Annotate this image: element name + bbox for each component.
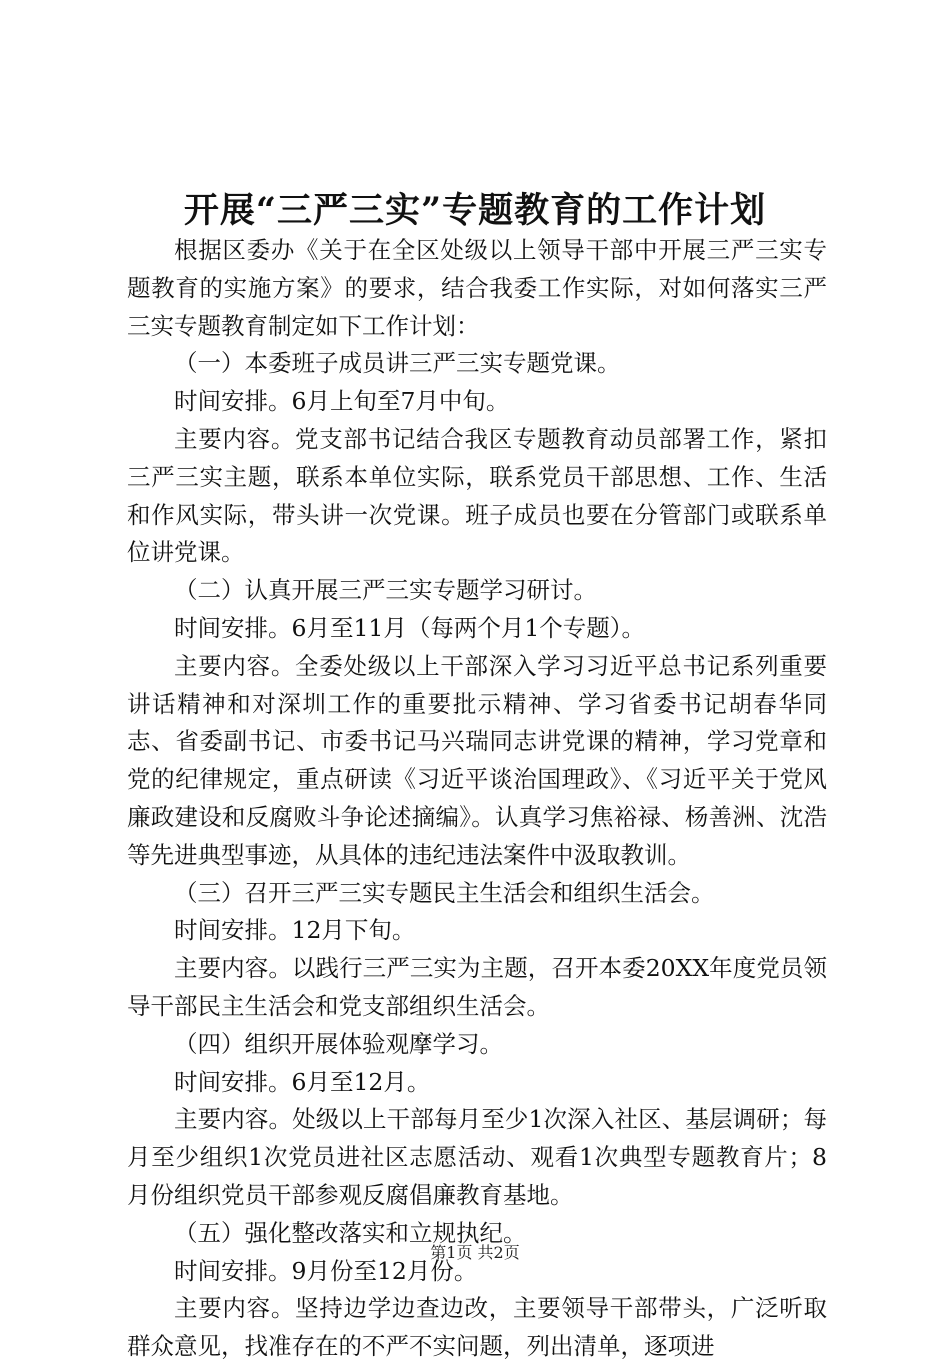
section-heading-2: （二）认真开展三严三实专题学习研讨。 [174,576,597,605]
document-title: 开展“三严三实”专题教育的工作计划 [183,190,767,231]
paragraph-intro: 根据区委办《关于在全区处级以上领导干部中开展三严三实专题教育的实施方案》的要求，结合我委工作实际，对如何落实三严三实专题教育制定如下工作计划： [127,236,827,340]
section-heading-5: （五）强化整改落实和立规执纪。 [174,1218,527,1247]
content-3: 主要内容。以践行三严三实为主题，召开本委20XX年度党员领导干部民主生活会和党支部组织生活会。 [127,954,827,1020]
section-heading-3: （三）召开三严三实专题民主生活会和组织生活会。 [174,878,715,907]
page-footer: 第1页 共2页 [430,1243,520,1262]
section-heading-4: （四）组织开展体验观摩学习。 [174,1029,503,1058]
content-5: 主要内容。坚持边学边查边改，主要领导干部带头，广泛听取群众意见，找准存在的不严不实问题，列出清单，逐项进 [127,1294,827,1361]
schedule-2: 时间安排。6月至11月（每两个月1个专题）。 [174,613,646,642]
section-heading-1: （一）本委班子成员讲三严三实专题党课。 [174,349,621,378]
schedule-1: 时间安排。6月上旬至7月中旬。 [174,387,510,416]
content-2: 主要内容。全委处级以上干部深入学习习近平总书记系列重要讲话精神和对深圳工作的重要批示精神、学习省委书记胡春华同志、省委副书记、市委书记马兴瑞同志讲党课的精神，学习党章和党的纪律规定，重点研读《习近平谈治国理政》、《习近平关于党风廉政建设和反腐败斗争论述摘编》。认真学习焦裕禄、杨善洲、沈浩等先进典型事迹，从具体的违纪违法案件中汲取教训。 [127,651,827,869]
schedule-5: 时间安排。9月份至12月份。 [174,1256,478,1285]
schedule-4: 时间安排。6月至12月。 [174,1067,431,1096]
content-1: 主要内容。党支部书记结合我区专题教育动员部署工作，紧扣三严三实主题，联系本单位实际，联系党员干部思想、工作、生活和作风实际，带头讲一次党课。班子成员也要在分管部门或联系单位讲党课。 [127,424,827,567]
schedule-3: 时间安排。12月下旬。 [174,916,416,945]
content-4: 主要内容。处级以上干部每月至少1次深入社区、基层调研；每月至少组织1次党员进社区志愿活动、观看1次典型专题教育片；8月份组织党员干部参观反腐倡廉教育基地。 [127,1105,827,1209]
document-body [127,232,827,1366]
